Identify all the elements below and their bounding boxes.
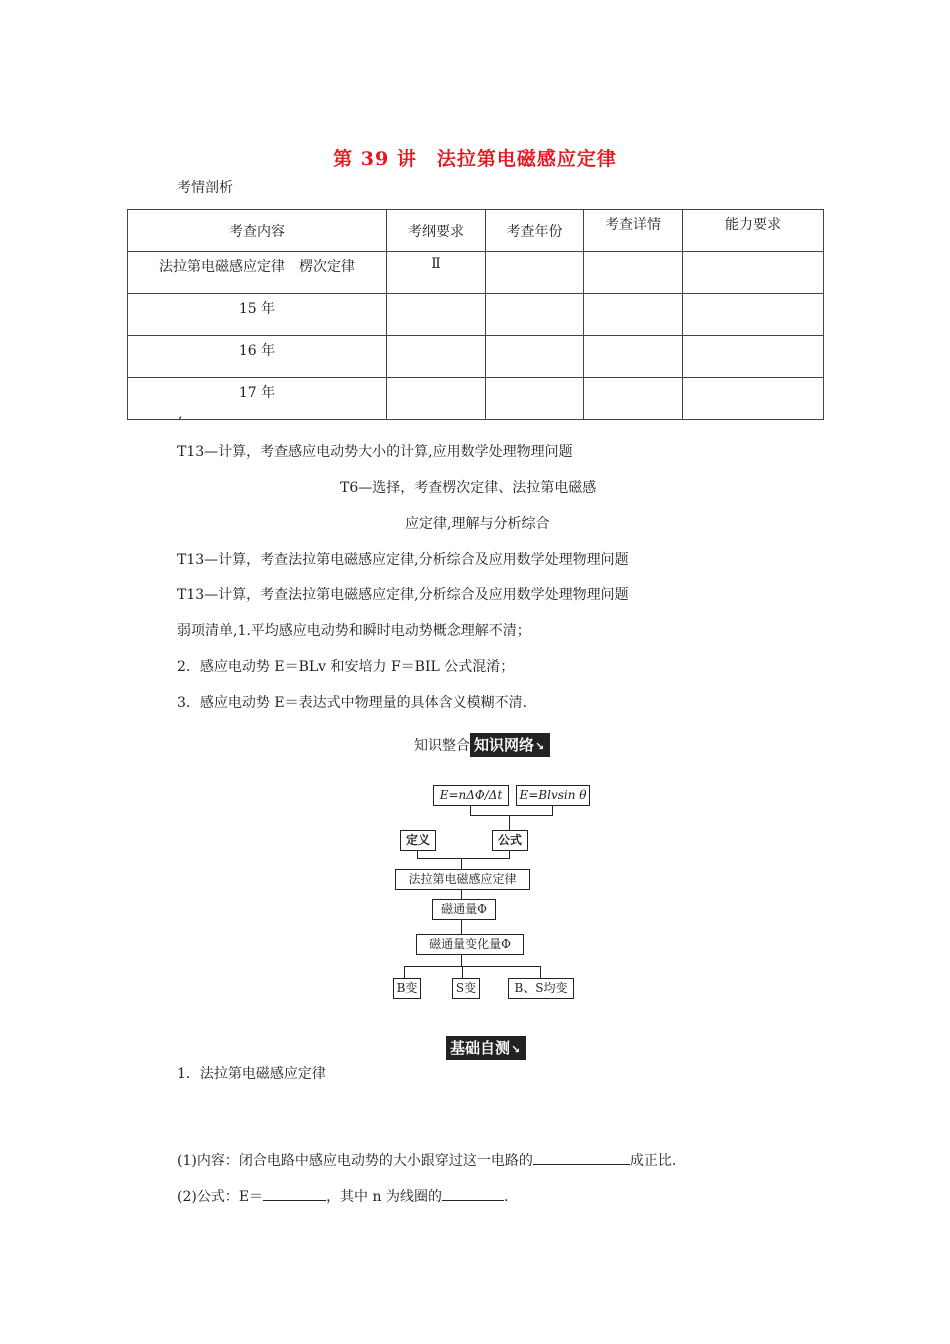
connector-line <box>404 966 541 967</box>
table-cell: 15 年 <box>128 294 387 336</box>
connector-line <box>417 858 510 859</box>
table-cell: Ⅱ <box>387 252 486 294</box>
connector-line <box>470 815 553 816</box>
table-row <box>128 294 824 336</box>
stray-comma: , <box>178 406 183 422</box>
question-text: (2)公式：E＝ <box>177 1189 264 1205</box>
b-change-box: B变 <box>393 978 421 999</box>
detail-line: Т13—计算，考查感应电动势大小的计算,应用数学处理物理问题 <box>177 444 573 460</box>
table-cell <box>584 378 683 420</box>
table-header-cell: 考查年份 <box>486 210 584 252</box>
question-1-2 <box>177 1186 508 1206</box>
table-header-cell: 考查详情 <box>584 210 683 252</box>
connector-line <box>509 850 510 858</box>
connector-line <box>509 815 510 830</box>
question-text: (1)内容：闭合电路中感应电动势的大小跟穿过这一电路的 <box>177 1153 533 1169</box>
bs-change-box: B、S均变 <box>508 978 574 999</box>
table-header-cell: 考查内容 <box>128 210 387 252</box>
connector-line <box>552 805 553 815</box>
connector-line <box>461 858 462 869</box>
definition-box: 定义 <box>400 830 436 851</box>
table-cell: 16 年 <box>128 336 387 378</box>
faraday-law-box: 法拉第电磁感应定律 <box>395 869 530 890</box>
answer-blank[interactable] <box>442 1186 504 1201</box>
s-change-box: S变 <box>452 978 480 999</box>
flux-change-box: 磁通量变化量Φ <box>416 934 524 955</box>
table-cell: 法拉第电磁感应定律 楞次定律 <box>128 252 387 294</box>
exam-analysis-table <box>127 209 824 420</box>
formula-box-flux-rate: E=nΔΦ/Δt <box>433 785 509 806</box>
question-1-title: 1．法拉第电磁感应定律 <box>177 1066 326 1082</box>
weak-point-line: 3．感应电动势 E＝表达式中物理量的具体含义模糊不清. <box>177 695 528 711</box>
question-text: ，其中 n 为线圈的 <box>326 1189 442 1205</box>
connector-line <box>540 966 541 978</box>
table-row <box>128 336 824 378</box>
table-cell <box>683 294 824 336</box>
table-cell <box>486 294 584 336</box>
section-label-analysis: 考情剖析 <box>177 180 233 196</box>
connector-line <box>417 850 418 858</box>
table-cell <box>387 336 486 378</box>
table-cell <box>387 294 486 336</box>
table-cell: 17 年 <box>128 378 387 420</box>
connector-line <box>404 966 405 978</box>
question-text: . <box>503 1189 509 1205</box>
question-text: 成正比. <box>629 1153 677 1169</box>
knowledge-label: 知识整合 <box>414 738 470 754</box>
table-cell <box>584 294 683 336</box>
table-cell <box>683 252 824 294</box>
knowledge-network-badge: 知识网络 ↘ <box>470 733 550 757</box>
detail-line: 应定律,理解与分析综合 <box>405 516 550 532</box>
detail-line: Т13—计算，考查法拉第电磁感应定律,分析综合及应用数学处理物理问题 <box>177 552 629 568</box>
answer-blank[interactable] <box>263 1186 326 1201</box>
table-cell <box>486 336 584 378</box>
table-cell <box>683 336 824 378</box>
connector-line <box>461 889 462 899</box>
table-header-row <box>128 210 824 252</box>
table-cell <box>486 252 584 294</box>
answer-blank[interactable] <box>533 1150 630 1165</box>
table-row <box>128 378 824 420</box>
table-header-cell: 能力要求 <box>683 210 824 252</box>
question-1-1 <box>177 1150 676 1170</box>
detail-line: Т6—选择，考查楞次定律、法拉第电磁感 <box>340 480 597 496</box>
weak-point-line: 弱项清单,1.平均感应电动势和瞬时电动势概念理解不清； <box>177 623 531 639</box>
magnetic-flux-box: 磁通量Φ <box>432 899 496 920</box>
connector-line <box>462 966 463 978</box>
table-cell <box>486 378 584 420</box>
detail-line: Т13—计算，考查法拉第电磁感应定律,分析综合及应用数学处理物理问题 <box>177 587 629 603</box>
connector-line <box>461 954 462 966</box>
table-row <box>128 252 824 294</box>
table-cell <box>683 378 824 420</box>
connector-line <box>470 805 471 815</box>
table-cell <box>584 252 683 294</box>
page-title: 第 39 讲 法拉第电磁感应定律 <box>333 148 617 170</box>
weak-point-line: 2．感应电动势 E＝BLv 和安培力 F＝BIL 公式混淆； <box>177 659 515 675</box>
formula-box-motional: E=Blvsin θ <box>516 785 590 806</box>
table-header-cell: 考纲要求 <box>387 210 486 252</box>
connector-line <box>461 919 462 934</box>
knowledge-section-label <box>414 733 550 757</box>
table-cell <box>387 378 486 420</box>
self-test-section <box>446 1036 526 1060</box>
formula-box: 公式 <box>492 830 528 851</box>
self-test-badge: 基础自测 ↘ <box>446 1036 526 1060</box>
table-cell <box>584 336 683 378</box>
